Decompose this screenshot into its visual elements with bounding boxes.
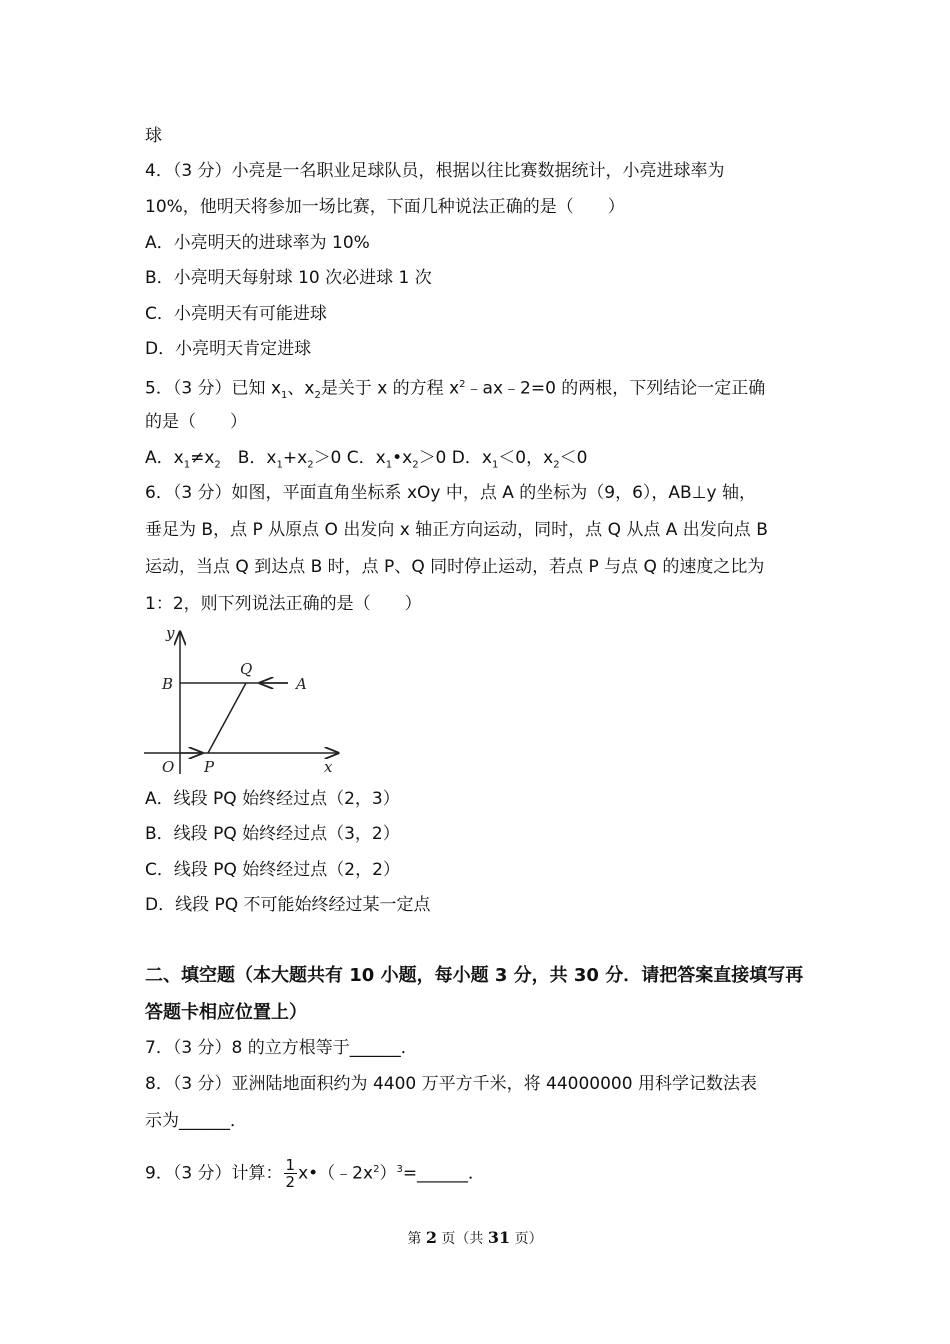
section-2-heading: 二、填空题（本大题共有 10 小题，每小题 3 分，共 30 分．请把答案直接填写再 xyxy=(145,965,804,986)
label-x: x xyxy=(324,758,333,776)
segment-pq xyxy=(208,683,246,753)
question-4-option-d: D．小亮明天肯定进球 xyxy=(145,339,312,359)
question-4-stem-cont: 10%，他明天将参加一场比赛，下面几种说法正确的是（ ） xyxy=(145,197,625,217)
question-5-stem-cont: 的是（ ） xyxy=(145,412,247,432)
question-7: 7．（3 分）8 的立方根等于______． xyxy=(145,1038,418,1058)
question-4-stem: 4．（3 分）小亮是一名职业足球队员，根据以往比赛数据统计，小亮进球率为 xyxy=(145,161,725,181)
question-6-option-b: B．线段 PQ 始终经过点（3，2） xyxy=(145,824,400,844)
question-6-stem-cont-3: 1：2，则下列说法正确的是（ ） xyxy=(145,594,422,614)
question-8-stem: 8．（3 分）亚洲陆地面积约为 4400 万平方千米，将 44000000 用科学记数法表 xyxy=(145,1074,757,1094)
question-6-stem: 6．（3 分）如图，平面直角坐标系 xOy 中，点 A 的坐标为（9，6），AB⊥y 轴， xyxy=(145,483,756,503)
label-p: P xyxy=(204,758,215,776)
question-5-options: A．$x_1\ne x_2$ B．$x_1+x_2>0$ C．$x_1•x_2>0$ D．$x_1<0$，$x_2<0$ xyxy=(145,448,588,471)
question-6-option-c: C．线段 PQ 始终经过点（2，2） xyxy=(145,860,400,880)
text-line-continued: 球 xyxy=(145,126,162,146)
question-6-stem-cont-1: 垂足为 B，点 P 从原点 O 出发向 x 轴正方向运动，同时，点 Q 从点 A 出发向点 B xyxy=(145,520,768,540)
label-o: O xyxy=(162,758,175,776)
page-footer: 第 2 页（共 31 页） xyxy=(407,1228,543,1247)
coordinate-figure xyxy=(138,622,348,780)
question-6-option-a: A．线段 PQ 始终经过点（2，3） xyxy=(145,789,400,809)
question-4-option-c: C．小亮明天有可能进球 xyxy=(145,304,327,324)
question-4-option-a: A．小亮明天的进球率为 10% xyxy=(145,233,370,253)
question-6-stem-cont-2: 运动，当点 Q 到达点 B 时，点 P、Q 同时停止运动，若点 P 与点 Q 的速度之比为 xyxy=(145,557,765,577)
label-y: y xyxy=(166,624,175,642)
label-b: B xyxy=(162,675,174,693)
label-q: Q xyxy=(240,660,253,678)
fraction-one-half: $\frac{1}{2}$ xyxy=(285,1156,296,1192)
question-8-stem-cont: 示为______． xyxy=(145,1111,247,1131)
question-6-option-d: D．线段 PQ 不可能始终经过某一定点 xyxy=(145,895,431,915)
question-4-option-b: B．小亮明天每射球 10 次必进球 1 次 xyxy=(145,268,432,288)
question-9: 9．（3 分）计算： $\frac{1}{2}$ $x•(﹣2x^2)^3=\_\_\_\_\_\_$． xyxy=(145,1156,486,1192)
label-a: A xyxy=(296,675,307,693)
section-2-heading-cont: 答题卡相应位置上） xyxy=(145,1002,307,1023)
question-5-stem: 5．（3 分）已知 $x_1$、$x_2$是关于 x 的方程 $x^2﹣ax﹣2=0$ 的两根，下列结论一定正确 xyxy=(145,378,766,402)
